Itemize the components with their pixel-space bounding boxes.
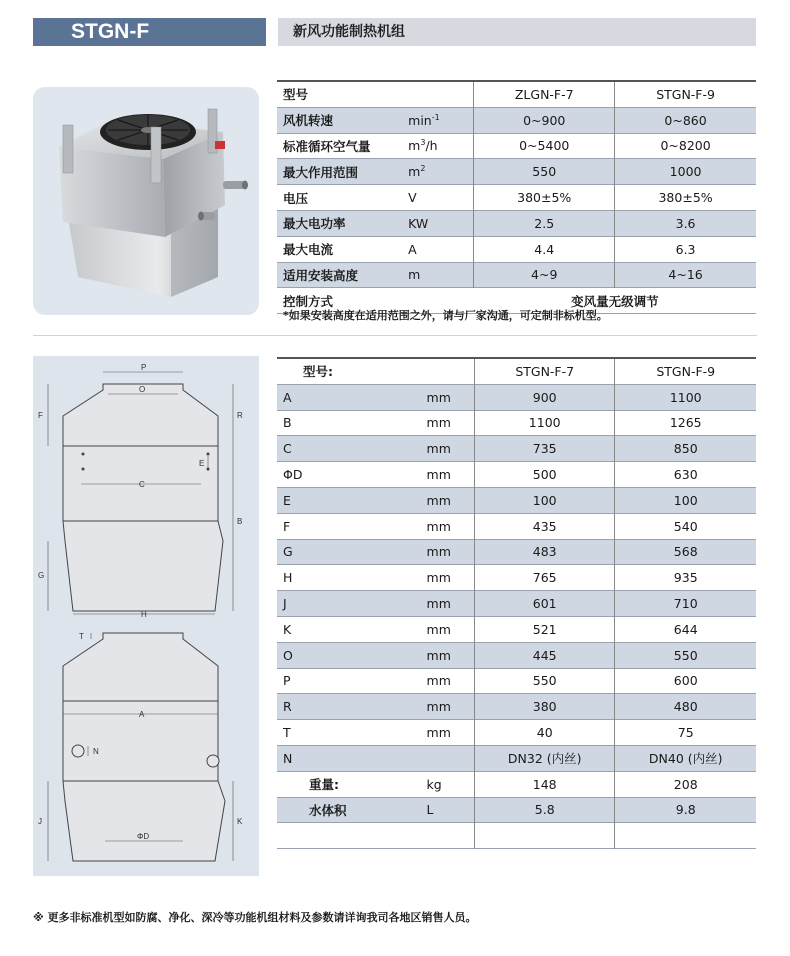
table-header-row — [277, 81, 756, 107]
row-label: F — [283, 518, 291, 534]
row-unit: mm — [426, 621, 451, 637]
row-value-2: 75 — [615, 720, 756, 746]
dim-label-t: T — [79, 632, 84, 641]
row-value-2: 710 — [615, 591, 756, 617]
table-row — [277, 720, 756, 746]
dim-label-j: J — [38, 817, 42, 826]
table-row — [277, 133, 756, 159]
row-unit: mm — [427, 487, 475, 513]
row-value-2: 100 — [615, 487, 756, 513]
row-unit: mm — [426, 725, 451, 741]
row-value-2: 380±5% — [615, 185, 756, 211]
row-unit: m — [408, 262, 474, 288]
table-row — [277, 591, 756, 617]
row-unit: mm — [427, 384, 475, 410]
row-value-1: 483 — [474, 539, 615, 565]
lower-hood-shape — [63, 633, 218, 701]
table-row — [277, 694, 756, 720]
unit-superscript: 3 — [420, 138, 426, 148]
spec-table-dimensions — [277, 357, 756, 849]
table-row — [277, 565, 756, 591]
table-header-row — [277, 358, 756, 384]
row-label: 重量: — [309, 777, 339, 793]
row-label: N — [277, 745, 427, 771]
row-unit: KW — [408, 210, 474, 236]
row-value-1: 0~900 — [474, 107, 615, 133]
table-row — [277, 262, 756, 288]
table-row — [277, 745, 756, 771]
row-value-2: 550 — [615, 642, 756, 668]
table-row — [277, 436, 756, 462]
row-value-2: 644 — [615, 616, 756, 642]
row-unit — [408, 107, 474, 133]
table-row — [277, 236, 756, 262]
row-unit: A — [408, 241, 417, 257]
table-row — [277, 107, 756, 133]
row-label: R — [277, 694, 427, 720]
dim-label-o: O — [139, 385, 146, 394]
table-row — [277, 616, 756, 642]
dim-label-e: E — [199, 459, 205, 468]
row-value-1: DN32 (内丝) — [474, 745, 615, 771]
dim-label-d: ΦD — [137, 832, 150, 841]
row-label: H — [283, 570, 293, 586]
row-unit: mm — [426, 570, 451, 586]
row-value-1: 1100 — [474, 410, 615, 436]
row-unit: mm — [427, 436, 475, 462]
row-value-1: 550 — [474, 668, 615, 694]
row-unit: L — [427, 797, 475, 823]
row-value-2: 540 — [615, 513, 756, 539]
row-label: 最大电功率 — [277, 210, 408, 236]
row-unit: mm — [427, 539, 475, 565]
row-label: E — [277, 487, 427, 513]
dimension-drawing-svg — [33, 356, 259, 876]
row-label: C — [277, 436, 427, 462]
model-tab: STGN-F — [33, 18, 266, 46]
row-value-2: 1000 — [615, 159, 756, 185]
lower-cone-shape — [63, 781, 225, 861]
row-unit: mm — [427, 694, 475, 720]
upper-cone-shape — [63, 521, 223, 611]
row-value-1: 100 — [474, 487, 615, 513]
row-unit: mm — [427, 591, 475, 617]
row-unit: mm — [426, 673, 451, 689]
header-unit — [427, 358, 475, 384]
row-value-1: 765 — [474, 565, 615, 591]
row-value-1: 40 — [474, 720, 615, 746]
row-value-2: 630 — [615, 462, 756, 488]
control-mode-value: 变风量无级调节 — [571, 293, 659, 309]
row-value-1: 445 — [474, 642, 615, 668]
row-value-2: 850 — [615, 436, 756, 462]
product-photo — [33, 87, 259, 315]
row-unit: mm — [427, 642, 475, 668]
unit-superscript: -1 — [431, 112, 440, 122]
table-row — [277, 487, 756, 513]
row-value-2: 9.8 — [615, 797, 756, 823]
row-value-1: 521 — [474, 616, 615, 642]
row-unit — [408, 159, 474, 185]
row-value-2: DN40 (内丝) — [615, 745, 756, 771]
table-row — [277, 159, 756, 185]
row-unit: V — [408, 190, 417, 206]
row-unit — [408, 133, 474, 159]
dim-label-p: P — [141, 363, 147, 372]
header-model-1: ZLGN-F-7 — [474, 81, 615, 107]
dim-label-k: K — [237, 817, 243, 826]
inlet-port — [72, 745, 84, 757]
row-value-1: 380 — [474, 694, 615, 720]
row-value-2: 935 — [615, 565, 756, 591]
row-value-1: 550 — [474, 159, 615, 185]
row-value-2: 208 — [615, 771, 756, 797]
row-value-1: 735 — [474, 436, 615, 462]
row-unit: mm — [426, 518, 451, 534]
table-row — [277, 185, 756, 211]
table-row — [277, 797, 756, 823]
row-unit: mm — [426, 415, 451, 431]
header-model-label: 型号: — [303, 364, 333, 380]
row-value-1: 380±5% — [474, 185, 615, 211]
custom-models-note: ※ 更多非标准机型如防腐、净化、深冷等功能机组材料及参数请详询我司各地区销售人员。 — [33, 911, 477, 924]
spec-table-electrical — [277, 80, 756, 314]
row-label: A — [277, 384, 427, 410]
row-label: 水体积 — [277, 797, 427, 823]
row-value-1: 500 — [474, 462, 615, 488]
row-value-1: 4.4 — [474, 236, 615, 262]
dim-label-a: A — [139, 710, 145, 719]
outlet-port — [207, 755, 219, 767]
header-unit — [408, 81, 474, 107]
row-value-2: 568 — [615, 539, 756, 565]
table-row — [277, 384, 756, 410]
header-model-1: STGN-F-7 — [474, 358, 615, 384]
table-row — [277, 668, 756, 694]
row-unit: kg — [426, 776, 442, 792]
row-label: 控制方式 — [283, 293, 334, 309]
row-label: ΦD — [283, 467, 303, 483]
dim-label-h: H — [141, 610, 147, 619]
dimension-drawing — [33, 356, 259, 876]
unit-tail: /h — [425, 138, 438, 154]
row-value-1: 5.8 — [474, 797, 615, 823]
row-value-2: 6.3 — [615, 236, 756, 262]
row-label: G — [277, 539, 427, 565]
page-title: 新风功能制热机组 — [278, 18, 756, 46]
row-value-2: 3.6 — [615, 210, 756, 236]
row-value-1: 4~9 — [474, 262, 615, 288]
table-end-row — [277, 823, 756, 849]
row-value-1: 0~5400 — [474, 133, 615, 159]
row-value-1: 148 — [474, 771, 615, 797]
row-label: 适用安装高度 — [277, 262, 408, 288]
row-value-2: 1100 — [615, 384, 756, 410]
dim-label-g: G — [38, 571, 45, 580]
row-label: 最大作用范围 — [277, 159, 408, 185]
row-unit — [427, 745, 475, 771]
row-label: T — [283, 725, 291, 741]
row-value-2: 4~16 — [615, 262, 756, 288]
row-label: 风机转速 — [277, 107, 408, 133]
row-value-2: 0~860 — [615, 107, 756, 133]
row-value-1: 2.5 — [474, 210, 615, 236]
row-label: J — [277, 591, 427, 617]
unit-text: m — [408, 164, 421, 180]
row-label: K — [283, 621, 292, 637]
unit-superscript: 2 — [420, 164, 426, 174]
row-value-1: 435 — [474, 513, 615, 539]
row-value-1: 900 — [474, 384, 615, 410]
table-row — [277, 462, 756, 488]
table-row — [277, 539, 756, 565]
unit-text: min — [408, 112, 432, 128]
row-label: O — [277, 642, 427, 668]
dim-label-n: N — [93, 747, 99, 756]
row-value-2: 1265 — [615, 410, 756, 436]
unit-text: m — [408, 138, 421, 154]
row-unit: mm — [426, 467, 451, 483]
table-row — [277, 410, 756, 436]
table-row — [277, 771, 756, 797]
dim-label-f: F — [38, 411, 43, 420]
install-height-note: *如果安装高度在适用范围之外，请与厂家沟通，可定制非标机型。 — [283, 309, 608, 322]
table-row — [277, 210, 756, 236]
section-divider — [33, 335, 757, 336]
table-row — [277, 642, 756, 668]
dim-label-r: R — [237, 411, 243, 420]
row-label: B — [283, 415, 292, 431]
heater-unit-illustration — [33, 87, 259, 315]
header-model-2: STGN-F-9 — [615, 358, 756, 384]
table-row — [277, 513, 756, 539]
row-value-2: 0~8200 — [615, 133, 756, 159]
row-label: 最大电流 — [283, 242, 334, 258]
dim-label-c: C — [139, 480, 145, 489]
dim-label-b: B — [237, 517, 243, 526]
row-value-2: 600 — [615, 668, 756, 694]
row-value-2: 480 — [615, 694, 756, 720]
row-value-1: 601 — [474, 591, 615, 617]
header-model-2: STGN-F-9 — [615, 81, 756, 107]
row-label: P — [283, 673, 291, 689]
header-model-label: 型号 — [283, 87, 309, 103]
row-label: 标准循环空气量 — [283, 138, 371, 154]
row-label: 电压 — [283, 190, 309, 206]
